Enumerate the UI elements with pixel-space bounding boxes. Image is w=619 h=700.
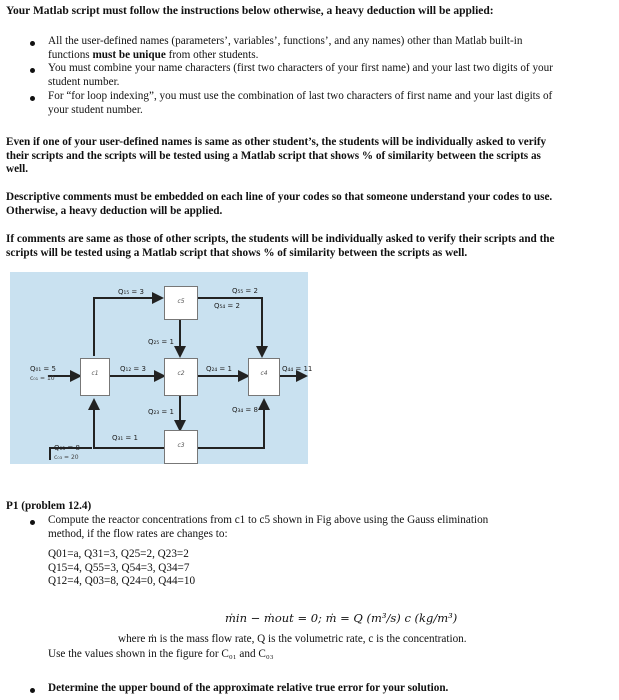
reactor-network-figure xyxy=(10,272,313,464)
list-item-line: your student number. xyxy=(48,103,143,116)
comments-paragraph: Descriptive comments must be embedded on each line of your codes so that someone understand your codes to use. Otherwise, a heavy deduction will be applied. xyxy=(6,191,553,217)
similarity-paragraph: Even if one of your user-defined names is same as other student’s, the students will be individually asked to verify their scripts and the scripts will be tested using a Matlab script that shows % of similarity between the scripts as well. xyxy=(6,136,547,176)
flow-label: Q₀₃ = 8 xyxy=(54,444,80,452)
flow-label: Q₂₃ = 1 xyxy=(148,408,174,416)
mass-balance-equation: ṁin − ṁout = 0; ṁ = Q (m³/s) c (kg/m³) xyxy=(225,611,458,625)
list-item-line: For “for loop indexing”, you must use the combination of last two characters of first name and your last digits of xyxy=(48,90,553,102)
bullet-dot-icon xyxy=(30,68,35,73)
flow-label: Q₃₄ = 8 xyxy=(232,406,258,414)
bullet-dot-icon xyxy=(30,96,35,101)
flow-rate-list xyxy=(48,548,195,589)
list-item-line: student number. xyxy=(48,75,120,88)
flow-label: Q₂₅ = 1 xyxy=(148,338,174,346)
flow-arrow xyxy=(94,298,162,356)
list-item-line: functions must be unique from other students. xyxy=(48,48,259,61)
flow-rate-line: Q15=4, Q55=3, Q54=3, Q34=7 xyxy=(48,561,190,574)
where-line: where ṁ is the mass flow rate, Q is the volumetric rate, c is the concentration. xyxy=(118,633,467,645)
flow-label: Q₃₁ = 1 xyxy=(112,434,138,442)
instructions-header: Your Matlab script must follow the instructions below otherwise, a heavy deduction will be applied: xyxy=(6,5,494,17)
reactor-c1: c1 xyxy=(80,358,110,396)
list-item xyxy=(48,62,553,89)
bullet-dot-icon xyxy=(30,41,35,46)
list-item xyxy=(48,90,552,117)
concentration-label: c₀₁ = 10 xyxy=(30,375,55,382)
reactor-c3: c3 xyxy=(164,430,198,464)
reactor-c2: c2 xyxy=(164,358,198,396)
list-item xyxy=(48,35,522,62)
flow-label: Q₄₄ = 11 xyxy=(282,365,313,373)
concentration-label: c₀₃ = 20 xyxy=(54,454,79,461)
comments-similarity-paragraph: If comments are same as those of other scripts, the students will be individually asked to verify their scripts and the scripts will be tested using a Matlab script that shows % of similarity between the scripts as well. xyxy=(6,233,555,259)
flow-label: Q₀₁ = 5 xyxy=(30,365,56,373)
list-item-line: You must combine your name characters (first two characters of your first name) and your last two digits of your xyxy=(48,62,553,74)
problem-task: Compute the reactor concentrations from c1 to c5 shown in Fig above using the Gauss elimination method, if the flow rates are changes to: xyxy=(48,514,489,540)
use-values-line: Use the values shown in the figure for C₀₁ and C₀₃ xyxy=(48,648,274,660)
flow-rate-line: Q12=4, Q03=8, Q24=0, Q44=10 xyxy=(48,575,196,588)
flow-label: Q₂₄ = 1 xyxy=(206,365,232,373)
bullet-dot-icon xyxy=(30,520,35,525)
flow-label: Q₁₅ = 3 xyxy=(118,288,144,296)
list-item-line: All the user-defined names (parameters’, variables’, functions’, and any names) other than Matlab built-in xyxy=(48,35,523,47)
bullet-dot-icon xyxy=(30,688,35,693)
flow-label: Q₅₅ = 2 xyxy=(232,287,258,295)
flow-rate-line: Q01=a, Q31=3, Q25=2, Q23=2 xyxy=(48,548,189,560)
final-task: Determine the upper bound of the approximate relative true error for your solution. xyxy=(48,682,449,694)
flow-label: Q₅₄ = 2 xyxy=(214,302,240,310)
reactor-c5: c5 xyxy=(164,286,198,320)
reactor-c4: c4 xyxy=(248,358,280,396)
problem-title: P1 (problem 12.4) xyxy=(6,500,92,512)
flow-label: Q₁₂ = 3 xyxy=(120,365,146,373)
